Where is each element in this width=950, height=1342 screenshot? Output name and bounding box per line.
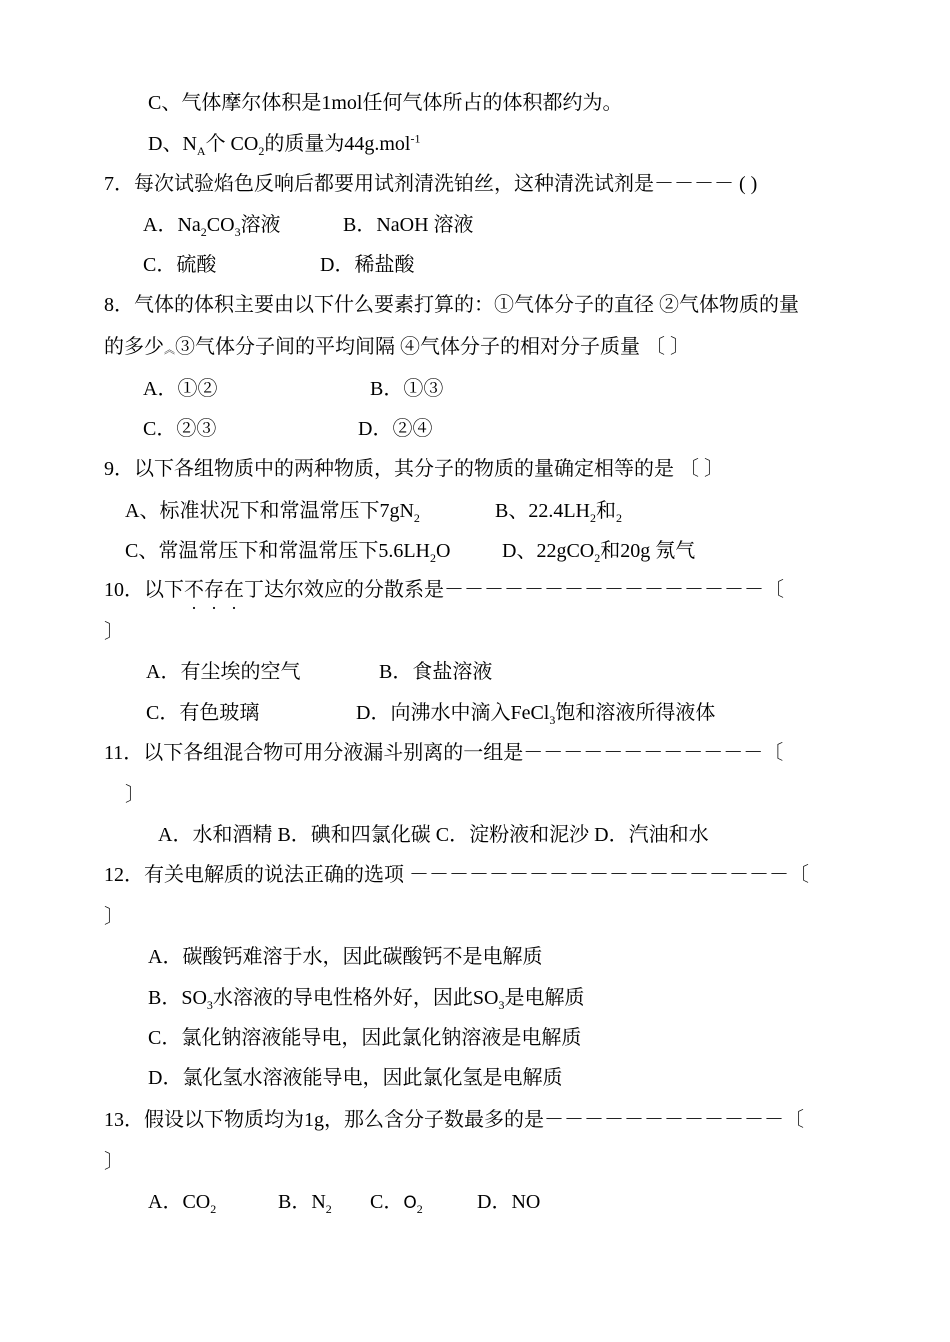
q10-option-c: C．有色玻璃 xyxy=(146,702,260,724)
q13-option-d: D．NO xyxy=(477,1191,541,1213)
q10-option-a: A．有尘埃的空气 xyxy=(146,661,301,683)
q12-option-a: A．碳酸钙难溶于水，因此碳酸钙不是电解质 xyxy=(148,946,543,968)
q11-stem: 11．以下各组混合物可用分液漏斗别离的一组是－－－－－－－－－－－－〔 xyxy=(104,742,784,764)
q13-option-b: B．$N_2$ xyxy=(278,1191,332,1216)
q9-option-b: B、$22.4LH_2$和$_2$ xyxy=(495,500,622,525)
q8-option-c: C．②③ xyxy=(143,418,217,440)
q10-stem: 10．以下不存在丁达尔效应的分散系是－－－－－－－－－－－－－－－－〔 xyxy=(104,579,784,601)
q11-bracket-close: 〕 xyxy=(125,784,145,806)
q7-stem: 7．每次试验焰色反响后都要用试剂清洗铂丝，这种清洗试剂是－－－－ ( ) xyxy=(104,173,758,195)
q10-bracket-close: 〕 xyxy=(104,621,124,643)
q10-option-b: B．食盐溶液 xyxy=(379,661,493,683)
q7-option-a: A．$Na_2CO_3$溶液 xyxy=(143,214,281,239)
q10-option-d: D．向沸水中滴入FeCl$_3$饱和溶液所得液体 xyxy=(356,702,716,727)
q9-stem: 9．以下各组物质中的两种物质，其分子的物质的量确定相等的是 〔 〕 xyxy=(104,458,724,480)
q7-option-b: B．NaOH 溶液 xyxy=(343,214,474,236)
q8-stem-line2: 的多少︽③气体分子间的平均间隔 ④气体分子的相对分子质量 〔 〕 xyxy=(104,336,690,358)
q6-option-c: C、气体摩尔体积是1mol任何气体所占的体积都约为。 xyxy=(148,92,623,114)
q9-option-c: C、常温常压下和常温常压下$5.6LH_2O$ xyxy=(125,540,451,565)
q12-option-c: C．氯化钠溶液能导电，因此氯化钠溶液是电解质 xyxy=(148,1027,582,1049)
q13-bracket-close: 〕 xyxy=(104,1151,124,1173)
q6-option-d: D、$N_A$个 $CO_2$的质量为44g.mol$^{-1}$ xyxy=(148,131,421,158)
q12-bracket-close: 〕 xyxy=(104,906,124,928)
emphasis-dot-1: 不 xyxy=(184,579,204,601)
q12-stem: 12．有关电解质的说法正确的选项 －－－－－－－－－－－－－－－－－－－〔 xyxy=(104,864,809,886)
q9-option-a: A、标准状况下和常温常压下$7gN_2$ xyxy=(125,500,420,525)
q8-stem-line1: 8．气体的体积主要由以下什么要素打算的：①气体分子的直径 ②气体物质的量 xyxy=(104,294,799,316)
q13-option-c: C．$O_2$ xyxy=(370,1191,423,1216)
q9-option-d: D、22gCO$_2$和20g 氖气 xyxy=(502,540,696,565)
emphasis-dot-3: 在 xyxy=(224,579,244,601)
q13-option-a: A．$CO_2$ xyxy=(148,1191,217,1216)
q8-option-b: B．①③ xyxy=(370,378,444,400)
q12-option-b: B．$SO_3$水溶液的导电性格外好，因此$SO_3$是电解质 xyxy=(148,987,585,1012)
q11-options: A．水和酒精 B．碘和四氯化碳 C．淀粉液和泥沙 D．汽油和水 xyxy=(158,824,709,846)
q7-option-c: C．硫酸 xyxy=(143,254,217,276)
q8-option-d: D．②④ xyxy=(358,418,433,440)
q8-option-a: A．①② xyxy=(143,378,218,400)
q12-option-d: D．氯化氢水溶液能导电，因此氯化氢是电解质 xyxy=(148,1067,563,1089)
q13-stem: 13．假设以下物质均为1g，那么含分子数最多的是－－－－－－－－－－－－〔 xyxy=(104,1109,804,1131)
q7-option-d: D．稀盐酸 xyxy=(320,254,415,276)
emphasis-dot-2: 存 xyxy=(204,579,224,601)
